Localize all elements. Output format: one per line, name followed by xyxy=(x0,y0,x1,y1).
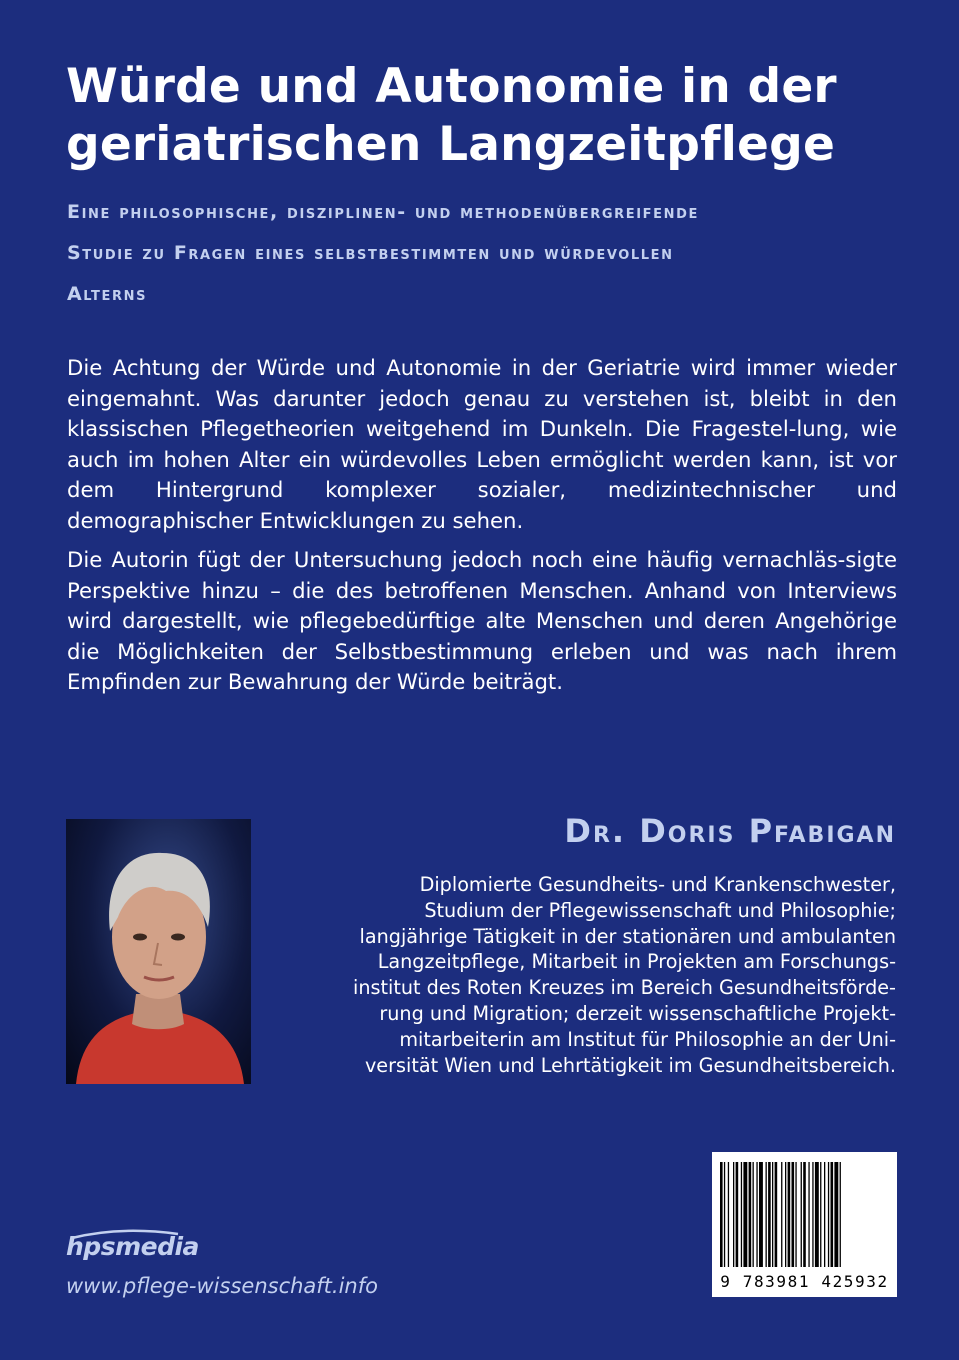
barcode-bar xyxy=(831,1162,834,1267)
barcode-bar xyxy=(788,1162,791,1267)
barcode-bar xyxy=(840,1162,841,1267)
subtitle-line-2: Studie zu Fragen eines selbstbestimmten und würdevollen xyxy=(67,242,674,264)
bio-line: Studium der Pflegewissenschaft und Philosophie; xyxy=(424,898,896,922)
bio-line: versität Wien und Lehrtätigkeit im Gesundheitsbereich. xyxy=(364,1053,896,1077)
barcode-bar xyxy=(736,1162,739,1267)
bio-line: Diplomierte Gesundheits- und Krankenschwester, xyxy=(419,873,896,896)
barcode-bar xyxy=(772,1162,773,1267)
barcode-bar xyxy=(785,1162,786,1267)
barcode-bar xyxy=(775,1162,778,1267)
barcode-bar xyxy=(824,1162,825,1267)
barcode-bar xyxy=(803,1162,806,1267)
barcode-bar xyxy=(812,1162,813,1267)
barcode-bar xyxy=(766,1162,767,1267)
bio-line: Langzeitpflege, Mitarbeit in Projekten am Forschungs- xyxy=(377,950,896,974)
barcode-bar xyxy=(741,1162,742,1267)
barcode-bar xyxy=(720,1162,723,1267)
barcode-bar xyxy=(795,1162,796,1267)
barcode-bar xyxy=(781,1162,782,1267)
barcode-bar xyxy=(724,1162,725,1267)
barcode-bar xyxy=(808,1162,809,1267)
publisher-logo: hpsmedia xyxy=(66,1232,199,1261)
author-portrait-illustration xyxy=(66,819,251,1084)
bio-line: institut des Roten Kreuzes im Bereich Gesundheitsförde- xyxy=(353,976,896,1000)
barcode-bar xyxy=(753,1162,754,1267)
barcode-bars xyxy=(720,1162,889,1267)
barcode-bar xyxy=(801,1162,802,1267)
book-title xyxy=(66,58,926,174)
barcode-bar xyxy=(728,1162,729,1267)
subtitle-line-1: Eine philosophische, disziplinen- und methodenübergreifende xyxy=(67,201,699,223)
subtitle-line-3: Alterns xyxy=(67,283,148,305)
description-paragraph-2: Die Autorin fügt der Untersuchung jedoch noch eine häufig vernachläs-sigte Perspektive hinzu – die des betroffenen Menschen. Anhand von Interviews wird dargestellt, wie pflegebedürftige alte Menschen und deren Angehörige die Möglichkeiten der Selbstbestimmung erleben und was nach ihrem Empfinden zur Bewahrung der Würde beiträgt. xyxy=(67,547,897,695)
bio-line: mitarbeiterin am Institut für Philosophie an der Uni- xyxy=(399,1027,896,1051)
barcode-bar xyxy=(815,1162,819,1267)
bio-line: rung und Migration; derzeit wissenschaftliche Projekt- xyxy=(379,1001,896,1025)
bio-line: langjährige Tätigkeit in der stationären und ambulanten xyxy=(359,924,896,948)
barcode-bar xyxy=(743,1162,747,1267)
author-photo xyxy=(66,819,251,1084)
barcode-bar xyxy=(820,1162,821,1267)
barcode-bar xyxy=(749,1162,752,1267)
isbn-barcode xyxy=(712,1152,897,1297)
title-line-1: Würde und Autonomie in der xyxy=(66,59,837,114)
author-bio xyxy=(336,872,896,1078)
barcode-bar xyxy=(792,1162,795,1267)
description-paragraph-1: Die Achtung der Würde und Autonomie in der Geriatrie wird immer wieder eingemahnt. Was darunter jedoch genau zu verstehen ist, bleibt in den klassischen Pflegetheorien weitgehend im Dunkeln. Die Fragestel-lung, wie auch im hohen Alter ein würdevolles Leben ermöglicht werden kann, ist vor dem Hintergrund komplexer sozialer, medizintechnischer und demographischer Entwicklungen zu sehen. xyxy=(67,355,897,533)
barcode-bar xyxy=(834,1162,838,1267)
title-line-2: geriatrischen Langzeitpflege xyxy=(66,117,836,172)
publisher-website: www.pflege-wissenschaft.info xyxy=(66,1274,378,1298)
barcode-bar xyxy=(828,1162,829,1267)
barcode-bar xyxy=(759,1162,763,1267)
barcode-bar xyxy=(733,1162,734,1267)
isbn-number: 9 783981 425932 xyxy=(720,1272,889,1291)
barcode-bar xyxy=(756,1162,757,1267)
book-subtitle xyxy=(67,192,897,315)
author-name: Dr. Doris Pfabigan xyxy=(564,812,896,850)
barcode-bar xyxy=(768,1162,771,1267)
